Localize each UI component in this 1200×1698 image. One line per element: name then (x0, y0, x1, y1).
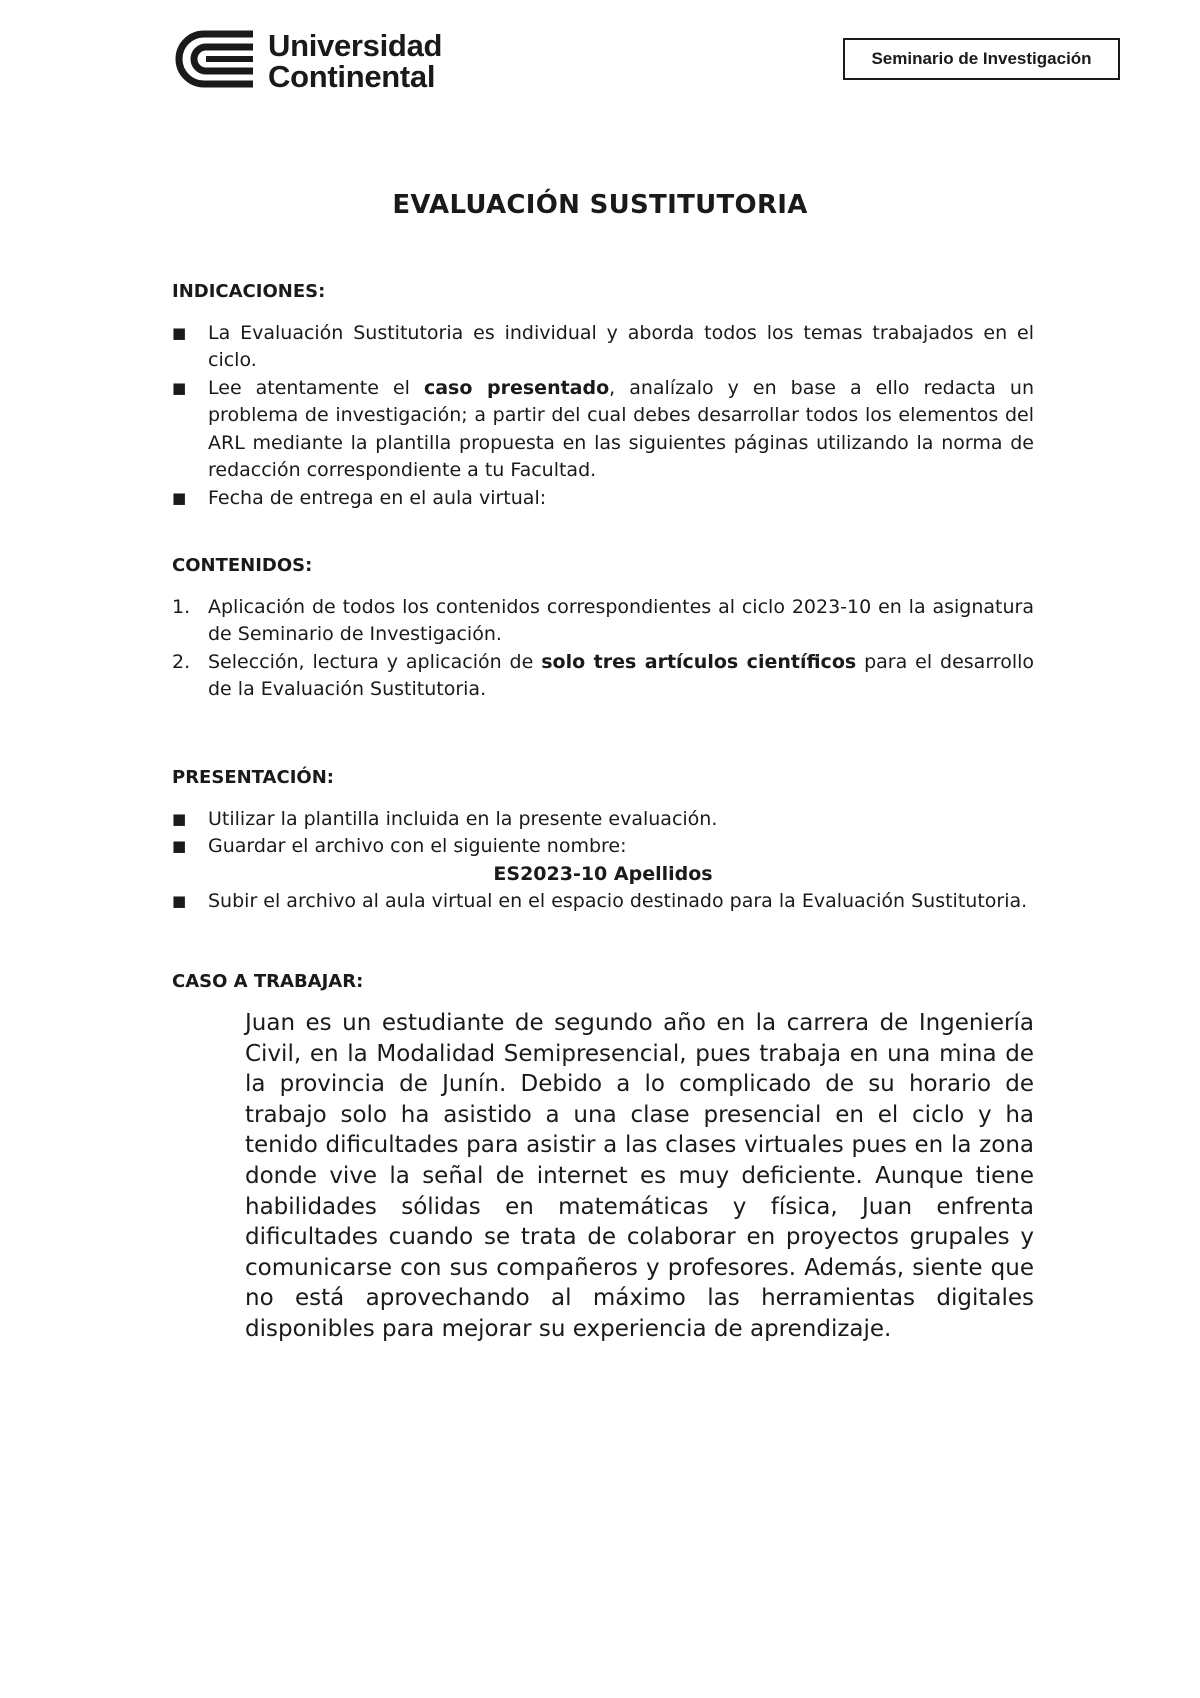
list-item-text: Lee atentamente el (208, 376, 424, 399)
list-item-number: 2. (172, 650, 191, 673)
list-item-text: Selección, lectura y aplicación de (208, 650, 542, 673)
list-item (172, 320, 1034, 375)
file-name: ES2023-10 Apellidos (493, 862, 713, 885)
square-bullet-icon: ■ (172, 488, 187, 507)
university-logo-icon (173, 28, 263, 90)
course-label-box (843, 38, 1120, 80)
list-item (172, 375, 1034, 485)
contenidos-section (172, 552, 1034, 704)
list-item-number: 1. (172, 595, 191, 618)
presentacion-heading: PRESENTACIÓN: (172, 767, 334, 788)
logo-line-2: Continental (268, 59, 436, 94)
square-bullet-icon: ■ (172, 892, 187, 910)
list-item-text: para el desarrollo de la Evaluación Sustitutoria. (208, 650, 1034, 700)
list-item-text: Fecha de entrega en el aula virtual: (208, 486, 547, 509)
list-item (172, 485, 1034, 513)
page-title: EVALUACIÓN SUSTITUTORIA (392, 190, 808, 220)
indicaciones-heading: INDICACIONES: (172, 281, 326, 302)
list-item-text: Subir el archivo al aula virtual en el espacio destinado para la Evaluación Sustitutoria. (208, 890, 1028, 912)
square-bullet-icon: ■ (172, 809, 187, 828)
square-bullet-icon: ■ (172, 378, 187, 397)
list-item-text: Aplicación de todos los contenidos correspondientes al ciclo 2023-10 en la asignatura de Seminario de Investigación. (208, 595, 1034, 645)
list-item-bold: solo tres artículos científicos (541, 650, 857, 673)
indicaciones-section (172, 278, 1034, 512)
list-item-text: La Evaluación Sustitutoria es individual y aborda todos los temas trabajados en el ciclo. (208, 321, 1034, 371)
presentacion-section (172, 764, 1034, 916)
list-item (172, 649, 1034, 704)
list-item-text: , analízalo y en base a ello redacta un problema de investigación; a partir del cual debes desarrollar todos los elementos del ARL mediante la plantilla propuesta en las siguientes páginas utilizando la norma de redacción correspondiente a tu Facultad. (208, 376, 1034, 481)
case-text: Juan es un estudiante de segundo año en la carrera de Ingeniería Civil, en la Modalidad Semipresencial, pues trabaja en una mina de la provincia de Junín. Debido a lo complicado de su horario de trabajo solo ha asistido a una clase presencial en el ciclo y ha tenido dificultades para asistir a las clases virtuales pues en la zona donde vive la señal de internet es muy deficiente. Aunque tiene habilidades sólidas en matemáticas y física, Juan enfrenta dificultades cuando se trata de colaborar en proyectos grupales y comunicarse con sus compañeros y profesores. Además, siente que no está aprovechando al máximo las herramientas digitales disponibles para mejorar su experiencia de aprendizaje. (245, 1010, 1034, 1342)
contenidos-heading: CONTENIDOS: (172, 555, 313, 576)
list-item (172, 888, 1034, 916)
square-bullet-icon: ■ (172, 837, 187, 855)
list-item-bold: caso presentado (423, 376, 610, 399)
list-item (172, 806, 1034, 834)
list-item-text: Utilizar la plantilla incluida en la presente evaluación. (208, 807, 718, 830)
logo-line-1: Universidad (268, 28, 443, 63)
list-item (172, 594, 1034, 649)
square-bullet-icon: ■ (172, 323, 187, 342)
course-label: Seminario de Investigación (871, 49, 1092, 68)
university-logo (173, 28, 473, 94)
list-item (172, 833, 1034, 861)
caso-heading: CASO A TRABAJAR: (172, 971, 364, 992)
list-item-text: Guardar el archivo con el siguiente nombre: (208, 835, 627, 857)
caso-section (172, 968, 1034, 996)
